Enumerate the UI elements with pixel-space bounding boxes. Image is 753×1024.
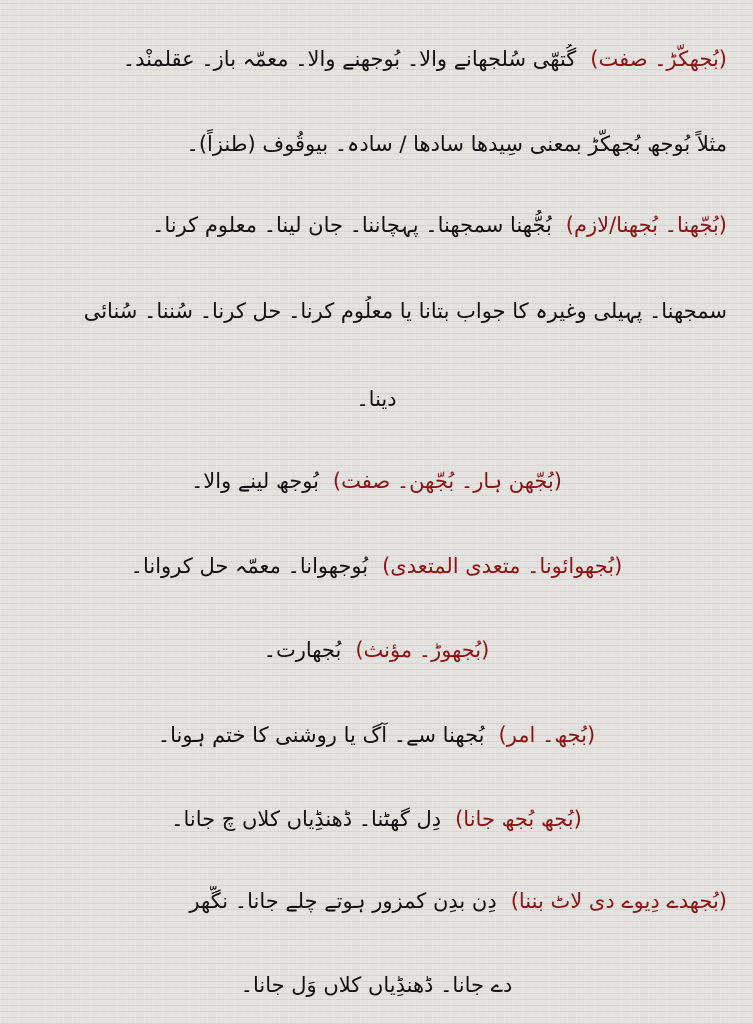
entry-definition: دے جانا۔ ڈھنڈِیاں کلاں وَل جانا۔	[240, 973, 513, 997]
entry-line	[26, 804, 727, 834]
entry-definition: سمجھنا۔ پہیلی وغیرہ کا جواب بتانا یا معلُوم کرنا۔ حل کرنا۔ سُننا۔ سُنائی	[83, 299, 727, 323]
entry-definition: بُجُّھنا سمجھنا۔ پہچاننا۔ جان لینا۔ معلوم کرنا۔	[152, 213, 552, 237]
entry-term: (بُجّھن ہار۔ بُجّھن۔ صفت)	[332, 469, 562, 493]
entry-line	[26, 720, 727, 750]
entry-term: (بُجھدے دِیوے دی لاٹ بننا)	[510, 889, 727, 913]
entry-definition: دِن بدِن کمزور ہوتے چلے جانا۔ نگّھر	[189, 889, 497, 913]
entry-line	[26, 210, 727, 240]
entry-line	[26, 384, 727, 414]
entry-line	[26, 296, 727, 326]
entry-term: (بُجھکّڑ۔ صفت)	[590, 47, 727, 71]
entry-line	[26, 129, 727, 159]
entry-term: (بُجّھنا۔ بُجھنا/لازم)	[565, 213, 727, 237]
entry-definition: بُجھارت۔	[263, 638, 342, 662]
entry-definition: بُوجھوانا۔ معمّہ حل کروانا۔	[130, 554, 369, 578]
entry-definition: دینا۔	[356, 387, 397, 411]
entry-line	[26, 635, 727, 665]
entry-definition: گُتھّی سُلجھانے والا۔ بُوجھنے والا۔ معمّہ باز۔ عقلمنْد۔	[122, 47, 577, 71]
entry-definition: مثلاً بُوجھ بُجھکّڑ بمعنی سِیدھا سادھا / سادہ۔ بیوقُوف (طنزاً)۔	[186, 132, 727, 156]
entry-line	[26, 970, 727, 1000]
entry-definition: بُجھنا سے۔ آگ یا روشنی کا ختم ہونا۔	[157, 723, 485, 747]
entry-line	[26, 886, 727, 916]
entry-line	[26, 466, 727, 496]
entry-definition: بُوجھ لینے والا۔	[190, 469, 319, 493]
entry-term: (بُجھوائونا۔ متعدی المتعدی)	[382, 554, 623, 578]
entry-term: (بُجھ بُجھ جانا)	[455, 807, 582, 831]
entry-definition: دِل گھٹنا۔ ڈھنڈِیاں کلاں چ جانا۔	[171, 807, 442, 831]
entry-term: (بُجھ۔ امر)	[498, 723, 596, 747]
entry-term: (بُجھوڑ۔ مؤنث)	[355, 638, 490, 662]
entry-line	[26, 551, 727, 581]
entry-line	[26, 44, 727, 74]
